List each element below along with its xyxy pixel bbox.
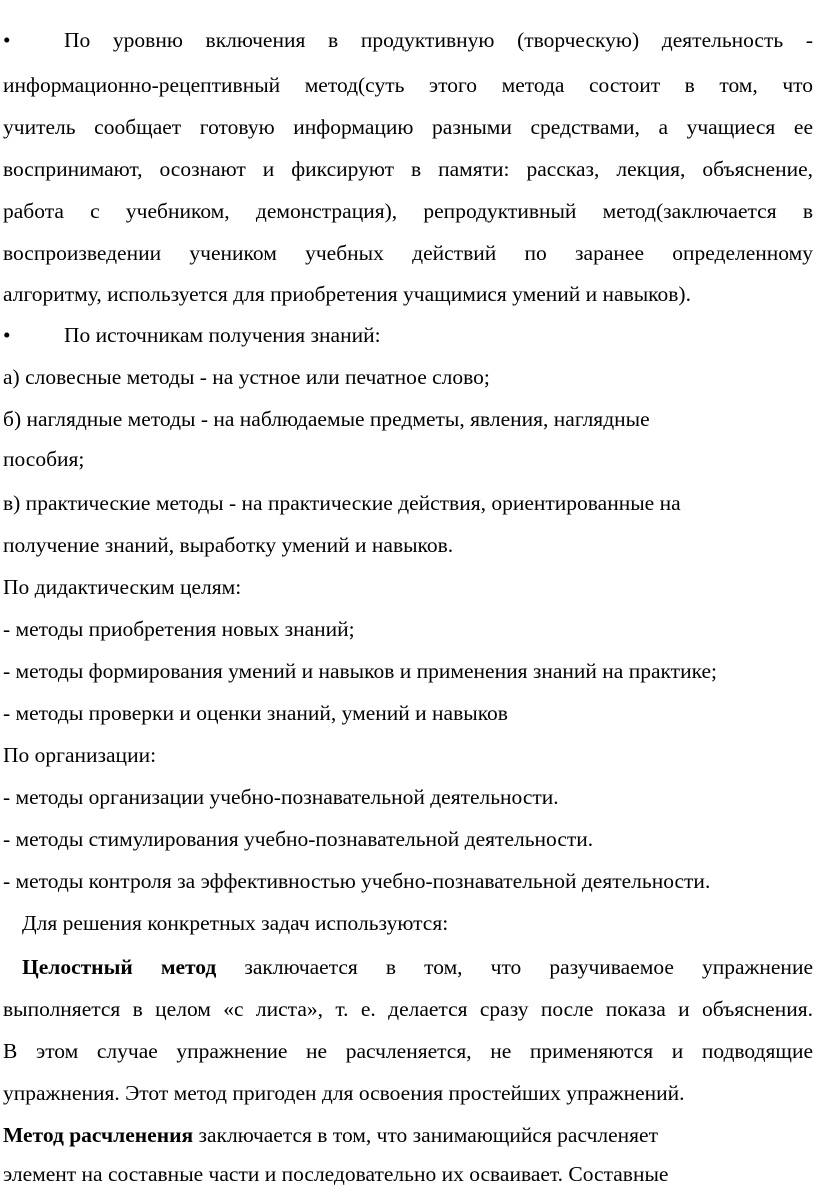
bullet-icon: • xyxy=(3,28,11,52)
paragraph-line: учитель сообщает готовую информацию разными средствами, а учащиеся ее xyxy=(3,115,813,139)
intro-line: Для решения конкретных задач используются: xyxy=(22,911,449,935)
list-item: - методы проверки и оценки знаний, умений и навыков xyxy=(3,701,508,725)
list-item: - методы стимулирования учебно-познавательной деятельности. xyxy=(3,827,594,851)
paragraph-line: В этом случае упражнение не расчленяется, не применяются и подводящие xyxy=(3,1039,813,1063)
paragraph-line: выполняется в целом «с листа», т. е. делается сразу после показа и объяснения. xyxy=(3,997,813,1021)
section-heading-didactic: По дидактическим целям: xyxy=(3,575,242,599)
list-item: б) наглядные методы - на наблюдаемые предметы, явления, наглядные xyxy=(3,407,650,431)
term-division-method: Метод расчленения xyxy=(3,1123,194,1147)
term-definition: заключается в том, что занимающийся расчленяет xyxy=(193,1123,658,1147)
list-heading: По источникам получения знаний: xyxy=(64,323,381,347)
list-item: - методы формирования умений и навыков и применения знаний на практике; xyxy=(3,659,718,683)
paragraph-line: элемент на составные части и последовательно их осваивает. Составные xyxy=(3,1162,669,1186)
paragraph-line xyxy=(3,1121,658,1149)
paragraph-line xyxy=(22,953,813,981)
list-item: а) словесные методы - на устное или печатное слово; xyxy=(3,365,490,389)
section-heading-organization: По организации: xyxy=(3,743,157,767)
paragraph-line: алгоритму, используется для приобретения учащимися умений и навыков). xyxy=(3,282,691,306)
paragraph-line: По уровню включения в продуктивную (творческую) деятельность - xyxy=(64,28,813,52)
paragraph-line: упражнения. Этот метод пригоден для освоения простейших упражнений. xyxy=(3,1081,685,1105)
bullet-icon: • xyxy=(3,323,11,347)
paragraph-line: работа с учебником, демонстрация), репродуктивный метод(заключается в xyxy=(3,199,813,223)
list-item: в) практические методы - на практические действия, ориентированные на xyxy=(3,491,681,515)
paragraph-line: воспринимают, осознают и фиксируют в памяти: рассказ, лекция, объяснение, xyxy=(3,157,813,181)
list-item-continuation: получение знаний, выработку умений и навыков. xyxy=(3,533,454,557)
paragraph-line: воспроизведении учеником учебных действий по заранее определенному xyxy=(3,241,813,265)
list-item-continuation: пособия; xyxy=(3,447,85,471)
paragraph-line: информационно-рецептивный метод(суть этого метода состоит в том, что xyxy=(3,73,813,97)
term-definition: заключается в том, что разучиваемое упражнение xyxy=(216,955,813,979)
list-item: - методы контроля за эффективностью учебно-познавательной деятельности. xyxy=(3,869,711,893)
term-holistic-method: Целостный метод xyxy=(22,955,217,979)
list-item: - методы приобретения новых знаний; xyxy=(3,617,355,641)
list-item: - методы организации учебно-познавательной деятельности. xyxy=(3,785,559,809)
